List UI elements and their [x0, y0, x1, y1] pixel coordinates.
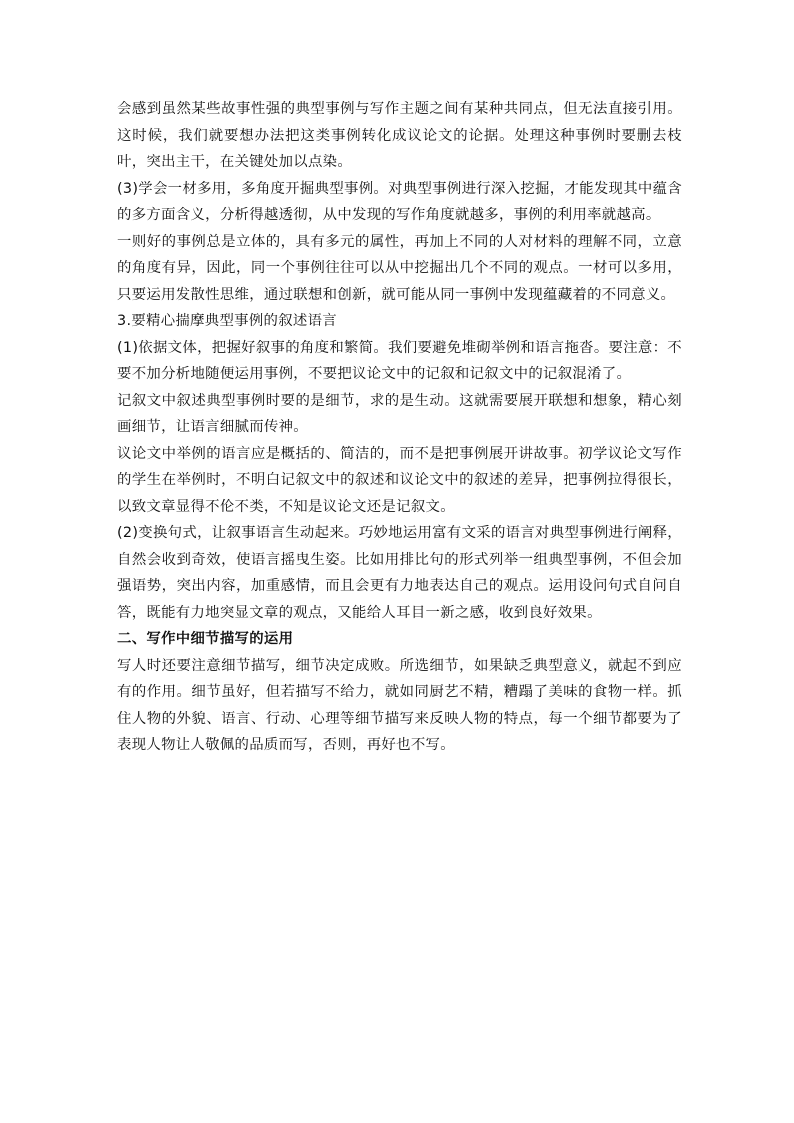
- paragraph-6: 记叙文中叙述典型事例时要的是细节，求的是生动。这就需要展开联想和想象，精心刻画细节，让语言细腻而传神。: [117, 392, 682, 435]
- paragraph-2: (3)学会一材多用，多角度开掘典型事例。对典型事例进行深入挖掘，才能发现其中蕴含的多方面含义，分析得越透彻，从中发现的写作角度就越多，事例的利用率就越高。: [117, 180, 682, 223]
- paragraph-3: 一则好的事例总是立体的，具有多元的属性，再加上不同的人对材料的理解不同，立意的角度有异，因此，同一个事例往往可以从中挖掘出几个不同的观点。一材可以多用，只要运用发散性思维，通过联想和创新，就可能从同一事例中发现蕴藏着的不同意义。: [117, 233, 682, 303]
- paragraph-10: 写人时还要注意细节描写，细节决定成败。所选细节，如果缺乏典型意义，就起不到应有的作用。细节虽好，但若描写不给力，就如同厨艺不精，糟蹋了美味的食物一样。抓住人物的外貌、语言、行动、心理等细节描写来反映人物的特点，每一个细节都要为了表现人物让人敬佩的品质而写，否则，再好也不写。: [117, 657, 682, 753]
- section-heading-2: 二、写作中细节描写的运用: [117, 631, 294, 647]
- subheading-3: 3.要精心揣摩典型事例的叙述语言: [117, 313, 337, 329]
- paragraph-1: 会感到虽然某些故事性强的典型事例与写作主题之间有某种共同点，但无法直接引用。这时候，我们就要想办法把这类事例转化成议论文的论据。处理这种事例时要删去枝叶，突出主干，在关键处加以点染。: [117, 101, 682, 170]
- paragraph-7: 议论文中举例的语言应是概括的、简洁的，而不是把事例展开讲故事。初学议论文写作的学生在举例时，不明白记叙文中的叙述和议论文中的叙述的差异，把事例拉得很长，以致文章显得不伦不类，不知是议论文还是记叙文。: [117, 445, 682, 515]
- paragraph-5: (1)依据文体，把握好叙事的角度和繁简。我们要避免堆砌举例和语言拖沓。要注意：不要不加分析地随便运用事例，不要把议论文中的记叙和记叙文中的记叙混淆了。: [117, 339, 682, 382]
- paragraph-8: (2)变换句式，让叙事语言生动起来。巧妙地运用富有文采的语言对典型事例进行阐释，自然会收到奇效，使语言摇曳生姿。比如用排比句的形式列举一组典型事例，不但会加强语势，突出内容，加重感情，而且会更有力地表达自己的观点。运用设问句式自问自答，既能有力地突显文章的观点，又能给人耳目一新之感，收到良好效果。: [117, 525, 682, 621]
- document-body: [117, 96, 682, 759]
